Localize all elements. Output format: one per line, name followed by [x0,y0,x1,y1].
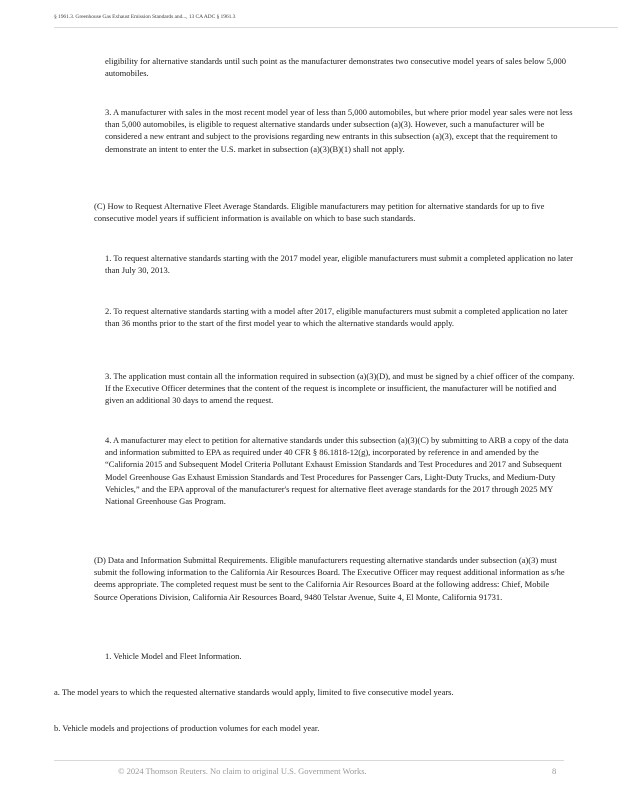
paragraph-section-d: (D) Data and Information Submittal Requirements. Eligible manufacturers requesting alternative standards under subsection (a)(3) must submit the following information to the California Air Resources Board. The Executive Officer may request additional information as s/he deems appropriate. The completed request must be sent to the California Air Resources Board at the following address: Chief, Mobile Source Operations Division, California Air Resources Board, 9480 Telstar Avenue, Suite 4, El Monte, California 91731. [94,555,565,602]
paragraph-continuation: eligibility for alternative standards until such point as the manufacturer demonstrates two consecutive model years of sales below 5,000 automobiles. [105,56,566,79]
paragraph-c-item-2: 2. To request alternative standards starting with a model after 2017, eligible manufacturers must submit a completed application no later than 36 months prior to the start of the first model year to which the alternative standards would apply. [105,306,568,329]
paragraph-section-c: (C) How to Request Alternative Fleet Average Standards. Eligible manufacturers may petition for alternative standards for up to five consecutive model years if sufficient information is available on which to base such standards. [94,201,545,224]
paragraph-d-item-1: 1. Vehicle Model and Fleet Information. [105,651,242,661]
paragraph-c-item-4: 4. A manufacturer may elect to petition for alternative standards under this subsection (a)(3)(C) by submitting to ARB a copy of the data and information submitted to EPA as required under 40 CFR § 86.1818-12(g), incorporated by reference in and amended by the “California 2015 and Subsequent Model Criteria Pollutant Exhaust Emission Standards and Test Procedures and 2017 and Subsequent Model Greenhouse Gas Exhaust Emission Standards and Test Procedures for Passenger Cars, Light-Duty Trucks, and Medium-Duty Vehicles,” and the EPA approval of the manufacturer's request for alternative fleet average standards for the 2017 through 2025 MY National Greenhouse Gas Program. [105,435,569,507]
header-divider [54,27,618,28]
paragraph-c-item-3: 3. The application must contain all the information required in subsection (a)(3)(D), and must be signed by a chief officer of the company. If the Executive Officer determines that the content of the request is incomplete or insufficient, the manufacturer will be notified and given an additional 30 days to amend the request. [105,371,575,406]
paragraph-item-b: b. Vehicle models and projections of production volumes for each model year. [54,723,320,733]
paragraph-item-3: 3. A manufacturer with sales in the most recent model year of less than 5,000 automobiles, but where prior model year sales were not less than 5,000 automobiles, is eligible to request alternative standards under subsection (a)(3). However, such a manufacturer will be considered a new entrant and subject to the provisions regarding new entrants in this subsection (a)(3), except that the requirement to demonstrate an intent to enter the U.S. market in subsection (a)(3)(B)(1) shall not apply. [105,107,573,154]
footer-divider [54,760,564,761]
page-number: 8 [552,766,557,776]
footer-copyright: © 2024 Thomson Reuters. No claim to original U.S. Government Works. [118,766,367,776]
paragraph-item-a: a. The model years to which the requested alternative standards would apply, limited to five consecutive model years. [54,687,454,697]
paragraph-c-item-1: 1. To request alternative standards starting with the 2017 model year, eligible manufacturers must submit a completed application no later than July 30, 2013. [105,253,573,276]
running-header: § 1961.3. Greenhouse Gas Exhaust Emission Standards and..., 13 CA ADC § 1961.3 [54,14,236,20]
